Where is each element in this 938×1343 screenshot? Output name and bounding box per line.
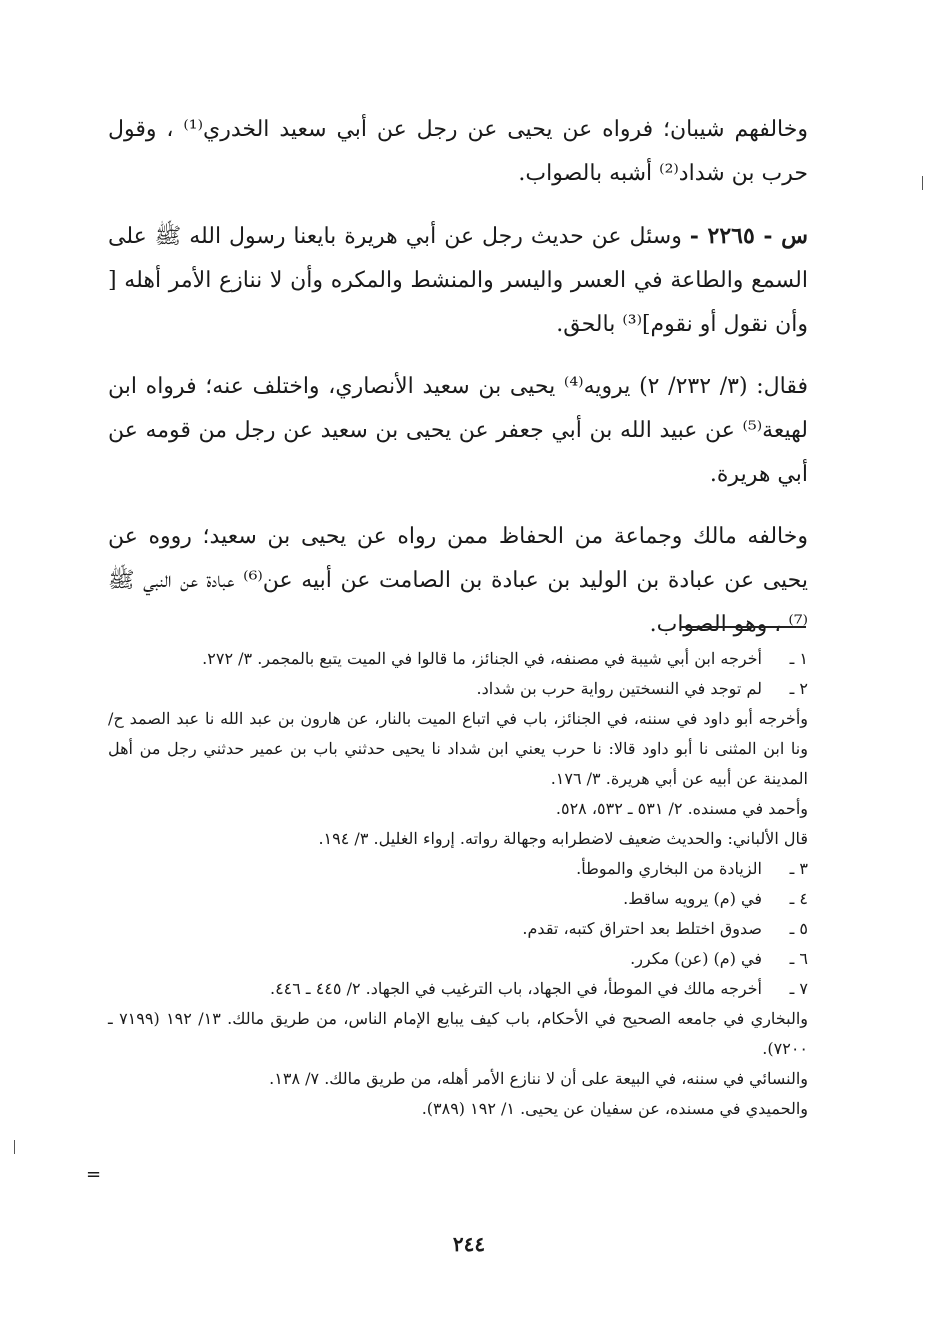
footnote-number: ٤ ـ — [789, 889, 808, 908]
page-number: ٢٤٤ — [452, 1232, 486, 1256]
footnote-text: لم توجد في النسختين رواية حرب بن شداد. — [476, 679, 762, 698]
scan-edge-mark — [922, 176, 923, 190]
continuation-mark: = — [86, 1164, 102, 1185]
footnote-separator — [680, 626, 806, 628]
footnote-text: وأحمد في مسنده. ٢/ ٥٣١ ـ ٥٣٢، ٥٢٨. — [555, 799, 808, 818]
footnote-number: ٣ ـ — [789, 859, 808, 878]
footnote-text: في (م) (عن) مكرر. — [630, 949, 762, 968]
footnote-number: ٦ ـ — [789, 949, 808, 968]
main-text — [108, 108, 808, 647]
footnotes — [108, 644, 808, 1124]
question-number: س - ٢٢٦٥ - — [689, 223, 809, 249]
footnote-1 — [108, 644, 808, 674]
footnote-text: صدوق اختلط بعد احتراق كتبه، تقدم. — [522, 919, 762, 938]
footnote-text: أخرجه ابن أبي شيبة في مصنفه، في الجنائز، ما قالوا في الميت يتبع بالمجمر. ٣/ ٢٧٢. — [202, 649, 762, 668]
footnote-4 — [108, 884, 808, 914]
footnote-text: في (م) يرويه ساقط. — [623, 889, 762, 908]
footnote-number: ٢ ـ — [789, 679, 808, 698]
footnote-number: ١ ـ — [789, 649, 808, 668]
footnote-3 — [108, 854, 808, 884]
footnote-text: والبخاري في جامعه الصحيح في الأحكام، باب كيف يبايع الإمام الناس، من طريق مالك. ١٣/ ١٩٢ (٧١٩٩ ـ ٧٢٠٠). — [108, 1009, 809, 1058]
footnote-6 — [108, 944, 808, 974]
footnote-text: أخرجه مالك في الموطأ، في الجهاد، باب الترغيب في الجهاد. ٢/ ٤٤٥ ـ ٤٤٦. — [269, 979, 762, 998]
scan-edge-mark — [14, 1140, 15, 1154]
paragraph-3: فقال: (٣/ ٢٣٢/ ٢) يرويه⁽⁴⁾ يحيى بن سعيد الأنصاري، واختلف عنه؛ فرواه ابن لهيعة⁽⁵⁾ عن عبيد الله بن أبي جعفر عن يحيى بن سعيد عن رجل من قومه عن أبي هريرة. — [108, 374, 809, 487]
paragraph-1: وخالفهم شيبان؛ فرواه عن يحيى عن رجل عن أبي سعيد الخدري⁽¹⁾ ، وقول حرب بن شداد⁽²⁾ أشبه بالصواب. — [108, 117, 808, 186]
footnote-text: والحميدي في مسنده، عن سفيان عن يحيى. ١/ ١٩٢ (٣٨٩). — [421, 1099, 808, 1118]
footnote-7-continuation — [108, 1004, 808, 1124]
footnote-5 — [108, 914, 808, 944]
footnote-text: والنسائي في سننه، في البيعة على أن لا ننازع الأمر أهله، من طريق مالك. ٧/ ١٣٨. — [269, 1069, 808, 1088]
footnote-7 — [108, 974, 808, 1004]
footnote-text: الزيادة من البخاري والموطأ. — [576, 859, 762, 878]
question-text: وسئل عن حديث رجل عن أبي هريرة بايعنا رسول الله ﷺ على السمع والطاعة في العسر واليسر والمنشط والمكره وأن لا ننازع الأمر أهله [ وأن نقول أو نقوم]⁽³⁾ بالحق. — [108, 224, 808, 337]
paragraph-2 — [108, 214, 808, 347]
footnote-2 — [108, 674, 808, 704]
footnote-text: قال الألباني: والحديث ضعيف لاضطرابه وجهالة رواته. إرواء الغليل. ٣/ ١٩٤. — [318, 829, 808, 848]
footnote-text: وأخرجه أبو داود في سننه، في الجنائز، باب في اتباع الميت بالنار، عن هارون بن عبد الله نا عبد الصمد ح/ ونا ابن المثنى نا أبو داود قالا: نا حرب يعني ابن شداد نا يحيى حدثني باب بن عمير حدثني رجل من أهل المدينة عن أبيه عن أبي هريرة. ٣/ ١٧٦. — [108, 709, 808, 788]
footnote-number: ٥ ـ — [789, 919, 808, 938]
paragraph-4: وخالفه مالك وجماعة من الحفاظ ممن رواه عن يحيى بن سعيد؛ رووه عن يحيى عن عبادة بن الوليد بن عبادة بن الصامت عن أبيه عن⁽⁶⁾ عبادة عن النبي ﷺ ⁽⁷⁾ ، وهو الصواب. — [108, 524, 809, 637]
footnote-number: ٧ ـ — [789, 979, 808, 998]
footnote-2-continuation — [108, 704, 808, 854]
